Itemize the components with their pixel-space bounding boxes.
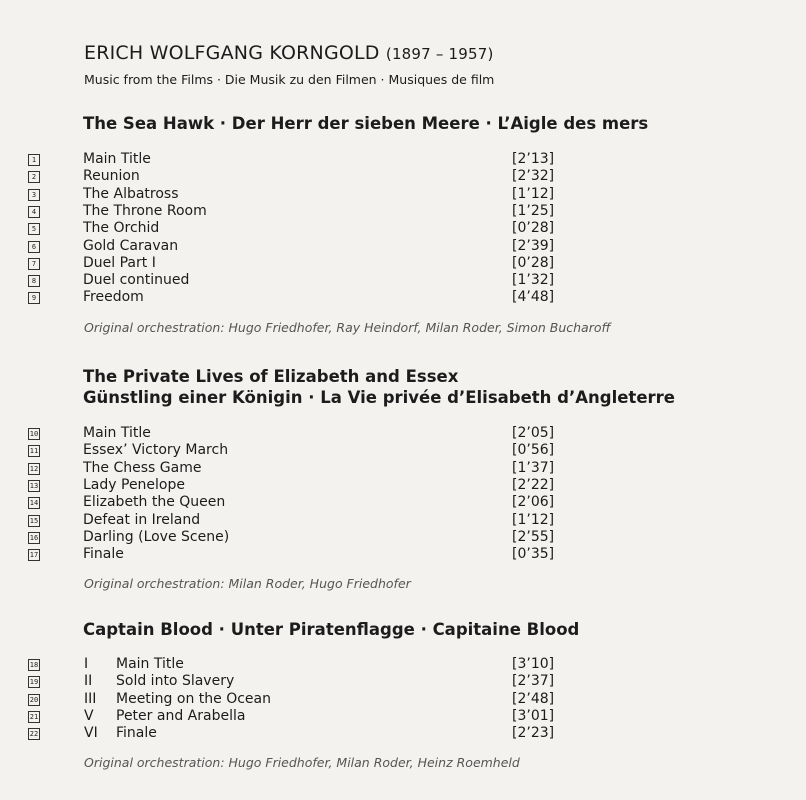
page-subtitle: Music from the Films · Die Musik zu den Filmen · Musiques de film (84, 72, 495, 87)
track-movement-numeral: II (84, 673, 93, 690)
track-title: Meeting on the Ocean (116, 690, 271, 707)
track-number-box: 5 (28, 223, 40, 235)
track-title: Peter and Arabella (116, 707, 246, 724)
track-number-box: 6 (28, 241, 40, 253)
track-row (28, 425, 568, 442)
track-number-box: 18 (29, 661, 39, 669)
track-duration: [1’12] (512, 511, 555, 528)
track-duration: [3’01] (512, 707, 555, 724)
track-row (28, 255, 568, 272)
track-title: Reunion (83, 168, 140, 185)
track-duration: [2’23] (512, 725, 555, 742)
track-row (28, 512, 568, 529)
track-row (28, 673, 568, 690)
track-row (28, 168, 568, 185)
track-row (28, 725, 568, 742)
track-row (28, 477, 568, 494)
composer-name: ERICH WOLFGANG KORNGOLD (84, 42, 380, 64)
track-title: Freedom (83, 289, 144, 306)
track-number-box: 2 (28, 171, 40, 183)
track-row (28, 151, 568, 168)
track-title: Duel Part I (83, 254, 156, 271)
track-row (28, 546, 568, 563)
film-title: Captain Blood · Unter Piratenflagge · Capitaine Blood (83, 620, 580, 639)
track-number-box: 10 (29, 430, 39, 438)
track-number-box: 8 (28, 275, 40, 287)
film-title: Günstling einer Königin · La Vie privée d’Elisabeth d’Angleterre (83, 388, 675, 407)
track-number-box: 1 (28, 154, 40, 166)
track-number-box: 12 (29, 464, 39, 473)
page-title (84, 42, 494, 64)
track-number-box: 13 (29, 481, 39, 490)
track-number-box: 11 (29, 447, 39, 456)
track-number-box: 4 (28, 206, 40, 218)
track-row (28, 238, 568, 255)
orchestration-credit: Original orchestration: Hugo Friedhofer, Ray Heindorf, Milan Roder, Simon Bucharoff (84, 320, 611, 335)
track-row (28, 656, 568, 673)
track-title: Darling (Love Scene) (83, 528, 230, 545)
track-duration: [1’32] (512, 272, 555, 289)
track-number-box: 7 (28, 258, 40, 270)
track-number-box: 16 (29, 533, 39, 542)
track-title: Main Title (83, 151, 151, 167)
track-row (28, 460, 568, 477)
track-row (28, 494, 568, 511)
track-duration: [3’10] (512, 656, 555, 672)
track-number-box: 19 (29, 678, 39, 687)
track-duration: [0’28] (512, 220, 555, 237)
track-title: Gold Caravan (83, 237, 179, 254)
track-duration: [0’56] (512, 442, 555, 459)
track-row (28, 529, 568, 546)
track-row (28, 220, 568, 237)
track-duration: [2’13] (512, 151, 555, 167)
track-title: Finale (116, 725, 157, 742)
track-duration: [2’39] (512, 237, 555, 254)
track-movement-numeral: VI (84, 725, 98, 742)
track-title: Sold into Slavery (116, 673, 235, 690)
track-title: The Throne Room (83, 202, 207, 219)
track-duration: [0’35] (512, 546, 555, 563)
track-duration: [1’37] (512, 459, 555, 476)
track-number-box: 14 (29, 499, 39, 508)
track-title: Lady Penelope (83, 476, 185, 493)
track-duration: [2’48] (512, 690, 555, 707)
track-row (28, 708, 568, 725)
track-movement-numeral: I (84, 656, 89, 672)
track-row (28, 442, 568, 459)
composer-dates: (1897 – 1957) (385, 45, 494, 63)
track-duration: [2’37] (512, 673, 555, 690)
track-row (28, 289, 568, 306)
orchestration-credit: Original orchestration: Milan Roder, Hugo Friedhofer (84, 576, 411, 591)
track-duration: [1’12] (512, 185, 555, 202)
track-number-box: 17 (29, 551, 39, 560)
track-movement-numeral: V (84, 707, 94, 724)
track-row (28, 186, 568, 203)
track-title: Defeat in Ireland (83, 511, 201, 528)
track-movement-numeral: III (84, 690, 97, 707)
track-number-box: 21 (29, 712, 39, 721)
track-number-box: 15 (29, 516, 39, 525)
track-number-box: 3 (28, 189, 40, 201)
track-row (28, 691, 568, 708)
track-duration: [2’06] (512, 494, 555, 511)
track-title: Main Title (116, 656, 184, 672)
track-row (28, 272, 568, 289)
track-duration: [2’32] (512, 168, 555, 185)
track-duration: [0’28] (512, 254, 555, 271)
track-title: Elizabeth the Queen (83, 494, 226, 511)
track-title: Duel continued (83, 272, 190, 289)
track-number-box: 20 (29, 695, 39, 704)
track-number-box: 9 (28, 292, 40, 304)
track-title: The Albatross (83, 185, 179, 202)
track-title: The Chess Game (83, 459, 202, 476)
track-row (28, 203, 568, 220)
track-title: Essex’ Victory March (83, 442, 229, 459)
orchestration-credit: Original orchestration: Hugo Friedhofer, Milan Roder, Heinz Roemheld (84, 755, 520, 770)
track-title: Finale (83, 546, 124, 563)
track-duration: [1’25] (512, 202, 555, 219)
track-number-box: 22 (29, 730, 39, 739)
track-duration: [4’48] (512, 289, 555, 306)
track-duration: [2’22] (512, 476, 555, 493)
track-duration: [2’05] (512, 425, 555, 441)
track-duration: [2’55] (512, 528, 555, 545)
film-title: The Private Lives of Elizabeth and Essex (83, 367, 459, 386)
track-title: Main Title (83, 425, 151, 441)
track-title: The Orchid (83, 220, 160, 237)
film-title: The Sea Hawk · Der Herr der sieben Meere · L’Aigle des mers (83, 114, 649, 133)
